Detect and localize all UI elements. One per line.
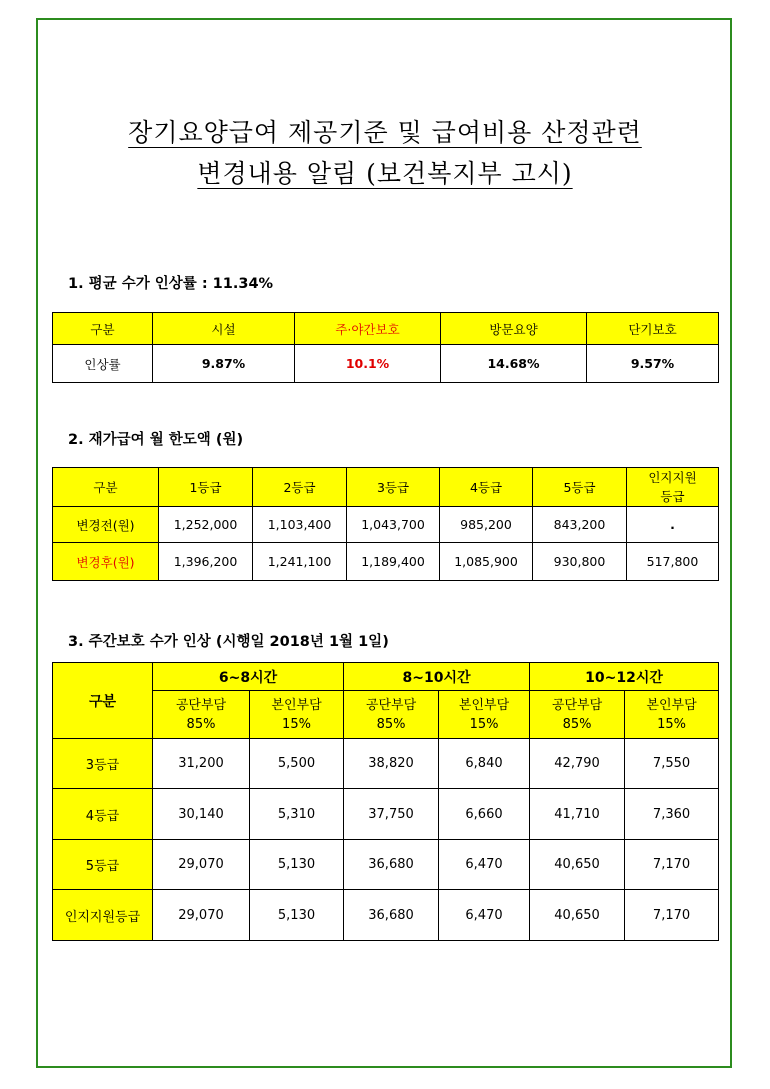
- daycare-cell: 36,680: [344, 890, 439, 941]
- daycare-cell: 41,710: [530, 789, 625, 840]
- daycare-sub-self: [439, 691, 530, 739]
- daycare-corner: 구분: [53, 663, 153, 739]
- daycare-group-10-12: 10~12시간: [530, 663, 719, 691]
- sub-public-label: 공단부담: [551, 697, 603, 713]
- sub-self-pct: 15%: [282, 716, 311, 732]
- section2-heading: 2. 재가급여 월 한도액 (원): [68, 432, 244, 448]
- daycare-sub-self: [625, 691, 719, 739]
- limit-cell: 1,252,000: [159, 507, 253, 543]
- sub-public-label: 공단부담: [175, 697, 227, 713]
- daycare-cell: 7,170: [625, 840, 719, 890]
- sub-public-pct: 85%: [562, 716, 592, 732]
- daycare-sub-self: [250, 691, 344, 739]
- daycare-cell: 40,650: [530, 840, 625, 890]
- limit-header-grade5: 5등급: [533, 468, 627, 507]
- section1-heading: 1. 평균 수가 인상률 : 11.34%: [68, 276, 274, 292]
- limit-cell: 1,043,700: [347, 507, 440, 543]
- daycare-cell: 6,470: [439, 890, 530, 941]
- limit-row-after-label: 변경후(원): [53, 543, 159, 581]
- limit-header-cognitive-line2: 등급: [660, 489, 685, 504]
- rate-header-homevisit: 방문요양: [441, 313, 587, 345]
- daycare-cell: 7,550: [625, 739, 719, 789]
- limit-header-grade4: 4등급: [440, 468, 533, 507]
- sub-self-label: 본인부담: [458, 697, 510, 713]
- doc-title-line2: 변경내용 알림 (보건복지부 고시): [197, 159, 573, 188]
- daycare-row-label: 4등급: [53, 789, 153, 840]
- daycare-row-label: 5등급: [53, 840, 153, 890]
- daycare-cell: 7,360: [625, 789, 719, 840]
- limit-header-cognitive-line1: 인지지원: [648, 470, 697, 485]
- limit-cell: 985,200: [440, 507, 533, 543]
- limit-header-category: 구분: [53, 468, 159, 507]
- rate-header-daynight: 주·야간보호: [295, 313, 441, 345]
- daycare-cell: 6,660: [439, 789, 530, 840]
- rate-cell: 9.57%: [587, 345, 719, 383]
- sub-public-pct: 85%: [186, 716, 216, 732]
- daycare-table: [52, 662, 719, 941]
- daycare-sub-public: [344, 691, 439, 739]
- daycare-cell: 29,070: [153, 890, 250, 941]
- limit-cell: 1,085,900: [440, 543, 533, 581]
- sub-self-pct: 15%: [469, 716, 499, 732]
- limit-header-cognitive: [627, 468, 719, 507]
- daycare-cell: 36,680: [344, 840, 439, 890]
- sub-public-label: 공단부담: [365, 697, 417, 713]
- sub-self-pct: 15%: [657, 716, 686, 732]
- daycare-cell: 5,500: [250, 739, 344, 789]
- daycare-cell: 29,070: [153, 840, 250, 890]
- limit-row-before-label: 변경전(원): [53, 507, 159, 543]
- daycare-sub-public: [153, 691, 250, 739]
- daycare-cell: 40,650: [530, 890, 625, 941]
- daycare-row-label: 인지지원등급: [53, 890, 153, 941]
- limit-header-grade1: 1등급: [159, 468, 253, 507]
- limit-table: [52, 467, 719, 581]
- rate-header-shortterm: 단기보호: [587, 313, 719, 345]
- section3-heading: 3. 주간보호 수가 인상 (시행일 2018년 1월 1일): [68, 634, 389, 650]
- limit-cell: 1,396,200: [159, 543, 253, 581]
- limit-cell: 1,241,100: [253, 543, 347, 581]
- limit-cell: 517,800: [627, 543, 719, 581]
- daycare-cell: 42,790: [530, 739, 625, 789]
- limit-cell: .: [627, 507, 719, 543]
- sub-self-label: 본인부담: [646, 697, 697, 713]
- daycare-cell: 31,200: [153, 739, 250, 789]
- daycare-cell: 7,170: [625, 890, 719, 941]
- rate-table: [52, 312, 719, 383]
- daycare-cell: 37,750: [344, 789, 439, 840]
- daycare-group-6-8: 6~8시간: [153, 663, 344, 691]
- rate-header-category: 구분: [53, 313, 153, 345]
- limit-cell: 1,189,400: [347, 543, 440, 581]
- daycare-row-label: 3등급: [53, 739, 153, 789]
- rate-row-label: 인상률: [53, 345, 153, 383]
- daycare-cell: 38,820: [344, 739, 439, 789]
- limit-header-grade3: 3등급: [347, 468, 440, 507]
- limit-cell: 843,200: [533, 507, 627, 543]
- rate-cell: 10.1%: [295, 345, 441, 383]
- limit-header-grade2: 2등급: [253, 468, 347, 507]
- sub-self-label: 본인부담: [271, 697, 322, 713]
- rate-cell: 9.87%: [153, 345, 295, 383]
- sub-public-pct: 85%: [376, 716, 406, 732]
- doc-title-line1: 장기요양급여 제공기준 및 급여비용 산정관련: [128, 118, 642, 147]
- daycare-cell: 30,140: [153, 789, 250, 840]
- limit-cell: 930,800: [533, 543, 627, 581]
- daycare-cell: 5,130: [250, 890, 344, 941]
- daycare-cell: 6,470: [439, 840, 530, 890]
- limit-cell: 1,103,400: [253, 507, 347, 543]
- daycare-cell: 5,310: [250, 789, 344, 840]
- daycare-cell: 6,840: [439, 739, 530, 789]
- daycare-cell: 5,130: [250, 840, 344, 890]
- rate-cell: 14.68%: [441, 345, 587, 383]
- daycare-group-8-10: 8~10시간: [344, 663, 530, 691]
- daycare-sub-public: [530, 691, 625, 739]
- rate-header-facility: 시설: [153, 313, 295, 345]
